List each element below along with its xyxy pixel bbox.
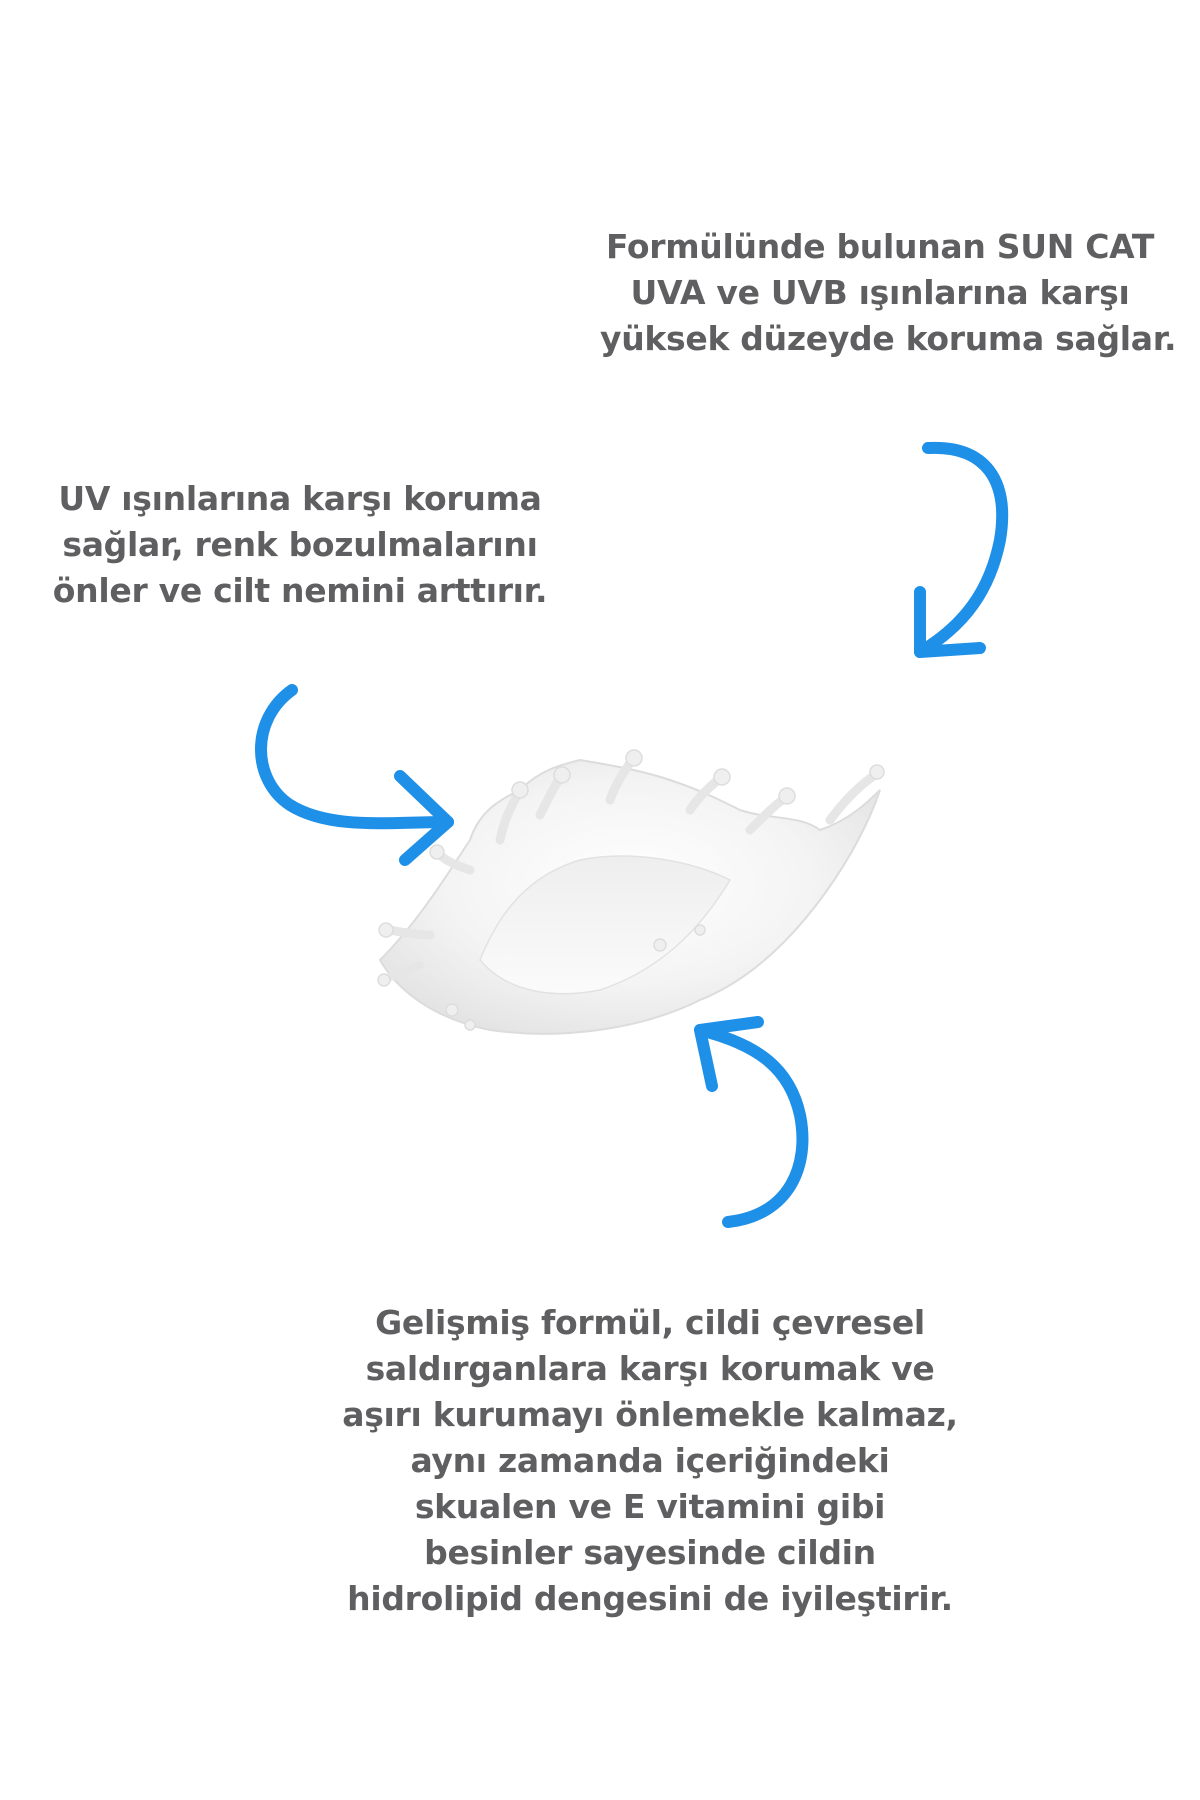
callout-advanced-formula xyxy=(330,1300,970,1622)
callout-line: aşırı kurumayı önlemekle kalmaz, xyxy=(342,1395,958,1434)
callout-line: saldırganlara karşı korumak ve xyxy=(365,1349,935,1388)
callout-line: yüksek düzeyde koruma sağlar. xyxy=(600,319,1177,358)
curved-arrow-icon xyxy=(261,690,448,860)
curved-arrow-icon xyxy=(700,1022,802,1222)
callout-line: besinler sayesinde cildin xyxy=(424,1533,876,1572)
callout-uv-protection xyxy=(30,476,570,614)
callout-line: Formülünde bulunan SUN CAT xyxy=(605,227,1155,266)
callout-line: hidrolipid dengesini de iyileştirir. xyxy=(347,1579,953,1618)
cream-splash-icon xyxy=(378,750,884,1034)
callout-line: önler ve cilt nemini arttırır. xyxy=(52,571,548,610)
curved-arrow-icon xyxy=(920,448,1002,652)
callout-line: sağlar, renk bozulmalarını xyxy=(62,525,538,564)
callout-line: Gelişmiş formül, cildi çevresel xyxy=(375,1303,925,1342)
callout-line: UV ışınlarına karşı koruma xyxy=(58,479,542,518)
callout-sun-cat-protection xyxy=(600,224,1177,362)
callout-line: aynı zamanda içeriğindeki xyxy=(410,1441,890,1480)
callout-line: UVA ve UVB ışınlarına karşı xyxy=(630,273,1130,312)
callout-line: skualen ve E vitamini gibi xyxy=(414,1487,886,1526)
